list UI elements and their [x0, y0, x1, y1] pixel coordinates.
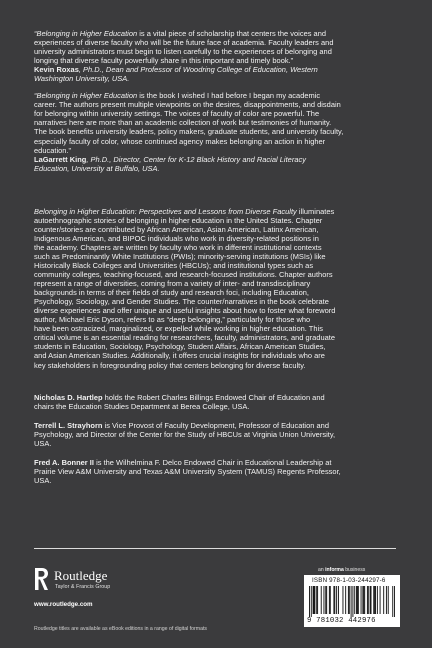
footer-divider [34, 548, 396, 549]
author-bio: Nicholas D. Hartlep holds the Robert Charles Billings Endowed Chair of Education and chairs the Education Studies Department at Berea College, USA. [34, 393, 402, 411]
description-line: Indigenous American, and BIPOC individuals who work in diversity-related positions in [34, 233, 319, 243]
description-line: Psychology, Sociology, and Gender Studies. The counter/narratives in the book celebrate [34, 297, 329, 307]
barcode-bar [392, 586, 393, 617]
barcode-bar [348, 586, 349, 614]
informa-brand: informa [325, 567, 344, 573]
endorsement-attribution: Kevin Roxas, Ph.D., Dean and Professor of Woodring College of Education, Western [34, 65, 318, 75]
barcode-bar [333, 586, 334, 614]
barcode-bar [374, 586, 375, 614]
description-line: students in Education, Sociology, Psychology, Student Affairs, African American Studies, [34, 342, 326, 352]
author-name: Terrell L. Strayhorn [34, 420, 103, 430]
barcode-bar [326, 586, 327, 614]
quote-line: The book benefits university leaders, policy makers, graduate students, and university faculty, [34, 127, 344, 137]
description-line: such as Predominantly White Institutions (PWIs); minority-serving institutions (MSIs) like [34, 251, 326, 261]
author-name: Nicholas D. Hartlep [34, 392, 103, 402]
author-bio: Terrell L. Strayhorn is Vice Provost of Faculty Development, Professor of Education and Psychology, and Director of the Center for the Study of HBCUs at Virginia Union University, USA. [34, 421, 402, 448]
barcode-bar [368, 586, 369, 614]
description-line: key stakeholders in foregrounding policy that centers belonging for diverse faculty. [34, 360, 306, 370]
endorser-name: Kevin Roxas [34, 65, 79, 75]
barcode-bar [345, 586, 346, 614]
barcode-bar [361, 586, 362, 614]
author-bio: Fred A. Bonner II is the Wilhelmina F. Delco Endowed Chair in Educational Leadership at Prairie View A&M University and Texas A&M University System (TAMUS) Regents Professor, USA. [34, 458, 402, 485]
informa-tagline: an informa business [318, 567, 366, 573]
description-line: counter/stories are contributed by African American, Asian American, Latinx American, [34, 224, 319, 234]
barcode-bar [364, 586, 365, 614]
barcode-bar [314, 586, 315, 614]
barcode-bar [317, 586, 318, 614]
book-title: Belonging in Higher Education: Perspectives and Lessons from Diverse Faculty [34, 206, 297, 216]
quote-line: especially faculty of color, whose continued agency makes belonging an action in higher [34, 136, 326, 146]
description-line: critical volume is an essential reading for researchers, faculty, administrators, and graduate [34, 333, 336, 343]
barcode-bar [357, 586, 358, 614]
description-line: represent a range of diversities, coming from a variety of inter- and transdisciplinary [34, 279, 311, 289]
barcode-bar [377, 586, 378, 614]
barcode-bar [370, 586, 371, 614]
description-line: backgrounds in terms of their fields of study and research foci, including Education, [34, 288, 309, 298]
barcode-bar [323, 586, 324, 614]
barcode-bar [362, 586, 363, 614]
author-name: Fred A. Bonner II [34, 457, 94, 467]
description-line: and Asian American Studies. Additionally, it offers crucial insights for individuals who are [34, 351, 325, 361]
quote-line: university administrators must begin to listen carefully to the experiences of belonging and [34, 47, 332, 57]
quote-line: longing that diverse faculty powerfully share in this important and timely book.” [34, 56, 294, 66]
barcode-bar [386, 586, 387, 614]
bio-line: USA. [34, 475, 52, 485]
barcode-bar [311, 586, 312, 617]
barcode-icon [309, 586, 395, 617]
description-line: the academy. Chapters are written by faculty who work in different institutional contexts [34, 242, 322, 252]
isbn-label: ISBN 978-1-03-244297-6 [312, 577, 386, 584]
barcode-bar [309, 586, 310, 617]
endorsement-quote: “Belonging in Higher Education is the book I wished I had before I began my academic career. The authors present multiple viewpoints on the desires, disappointments, and disdain for belonging within university settings. The voices of faculty of color are powerful. The narratives here are more than an academic collection of work but testimonies of humanity. The book benefits university leaders, policy makers, graduate students, and university faculty, especially faculty of color, whose continued agency makes belonging an action in higher education.” LaGarrett King, Ph.D., Director, Center for K-12 Black History and Racial Literacy Education, University at Buffalo, USA. [34, 91, 402, 172]
publisher-name: Routledge [54, 568, 108, 583]
barcode-bar [380, 586, 381, 614]
endorsement-attribution: LaGarrett King, Ph.D., Director, Center for K-12 Black History and Racial Literacy [34, 154, 306, 164]
barcode-bar [354, 586, 355, 614]
bio-line: Prairie View A&M University and Texas A&M University System (TAMUS) Regents Professor, [34, 466, 341, 476]
barcode-bar [329, 586, 330, 614]
barcode-bar [371, 586, 372, 614]
barcode-bar [351, 586, 352, 617]
barcode-bar [352, 586, 353, 617]
endorsement-quote: “Belonging in Higher Education is a vital piece of scholarship that centers the voices and experiences of diverse faculty who will be the future face of academia. Faculty leaders and university administrators must begin to listen carefully to the experiences of belonging and longing that diverse faculty powerfully share in this important and timely book.” Kevin Roxas, Ph.D., Dean and Professor of Woodring College of Education, Western Washington University, USA. [34, 29, 402, 83]
description-line: have been ostracized, marginalized, or expelled while working in higher education. This [34, 324, 323, 334]
description-line: autoethnographic stories of belonging in higher education in the United States. Chapter [34, 215, 323, 225]
cover-text [34, 29, 402, 485]
quote-line: career. The authors present multiple viewpoints on the desires, disappointments, and disdain [34, 100, 341, 110]
quote-line: narratives here are more than an academic collection of work but testimonies of humanity. [34, 118, 332, 128]
bio-line: chairs the Education Studies Department at Berea College, USA. [34, 401, 250, 411]
endorser-name: LaGarrett King [34, 154, 87, 164]
description-line: author, Michael Eric Dyson, refers to as “deep belonging,” particularly for those who [34, 315, 311, 325]
book-description: Belonging in Higher Education: Perspectives and Lessons from Diverse Faculty illuminates autoethnographic stories of belonging in higher education in the United States. Chapter counter/stories are contributed by African American, Asian American, Latinx American, Indigenous American, and BIPOC individuals who work in diversity-related positions in the academy. Chapters are written by faculty who work in different institutional contexts such as Predominantly White Institutions (PWIs); minority-serving institutions (MSIs) like Historically Black Colleges and Universities (HBCUs); and institutional types such as community colleges, teaching-focused, and research-focused institutions. Chapter authors represent a range of diversities, coming from a variety of inter- and transdisciplinary backgrounds in terms of their fields of study and research foci, including Education, Psychology, Sociology, and Gender Studies. The counter/narratives in the book celebrate diverse experiences and offer unique and useful insights about how to foster what foreword author, Michael Eric Dyson, refers to as “deep belonging,” particularly for those who have been ostracized, marginalized, or expelled while working in higher education. This critical volume is an essential reading for researchers, faculty, administrators, and graduate students in Education, Sociology, Psychology, Student Affairs, African American Studies, and Asian American Studies. Additionally, it offers crucial insights for individuals who are key stakeholders in foregrounding policy that centers belonging for diverse faculty. [34, 207, 402, 370]
description-line: community colleges, teaching-focused, and research-focused institutions. Chapter authors [34, 270, 333, 280]
description-line: diverse experiences and offer unique and useful insights about how to foster what foreword [34, 306, 336, 316]
bio-line: USA. [34, 438, 52, 448]
routledge-logo-icon [34, 567, 50, 591]
barcode-bar [349, 586, 350, 614]
publisher-group: Taylor & Francis Group [55, 584, 111, 590]
quote-book-title: “Belonging in Higher Education [34, 91, 138, 101]
barcode-bar [394, 586, 395, 617]
barcode-bar [321, 586, 322, 614]
bio-line: Psychology, and Director of the Center for the Study of HBCUs at Virginia Union University, [34, 429, 336, 439]
barcode-bar [375, 586, 376, 614]
quote-line: education.” [34, 145, 72, 155]
barcode-bar [330, 586, 331, 614]
description-line: Historically Black Colleges and Universities (HBCUs); and institutional types such as [34, 260, 314, 270]
quote-book-title: “Belonging in Higher Education [34, 29, 138, 38]
barcode-bar [338, 586, 339, 614]
barcode-bar [313, 586, 314, 614]
barcode-bar [316, 586, 317, 614]
barcode-digits: 9 781032 442976 [307, 617, 376, 625]
barcode-bar [342, 586, 343, 614]
quote-line: for belonging within university settings. The voices of faculty of color are powerful. The [34, 109, 320, 119]
barcode-bar [334, 586, 335, 614]
ebook-note: Routledge titles are available as eBook editions in a range of digital formats [34, 626, 208, 632]
barcode-bar [356, 586, 357, 614]
quote-line: experiences of diverse faculty who will be the future face of academia. Faculty leaders and [34, 38, 334, 48]
barcode-bar [336, 586, 337, 614]
barcode-bar [388, 586, 389, 614]
barcode-bar [358, 586, 359, 614]
barcode-bar [383, 586, 384, 614]
barcode-bar [367, 586, 368, 614]
barcode-bar [363, 586, 364, 614]
barcode-bar [373, 586, 374, 614]
isbn-barcode-panel [304, 575, 400, 627]
barcode-bar [314, 586, 315, 614]
barcode-bar [325, 586, 326, 614]
publisher-website: www.routledge.com [34, 601, 93, 608]
